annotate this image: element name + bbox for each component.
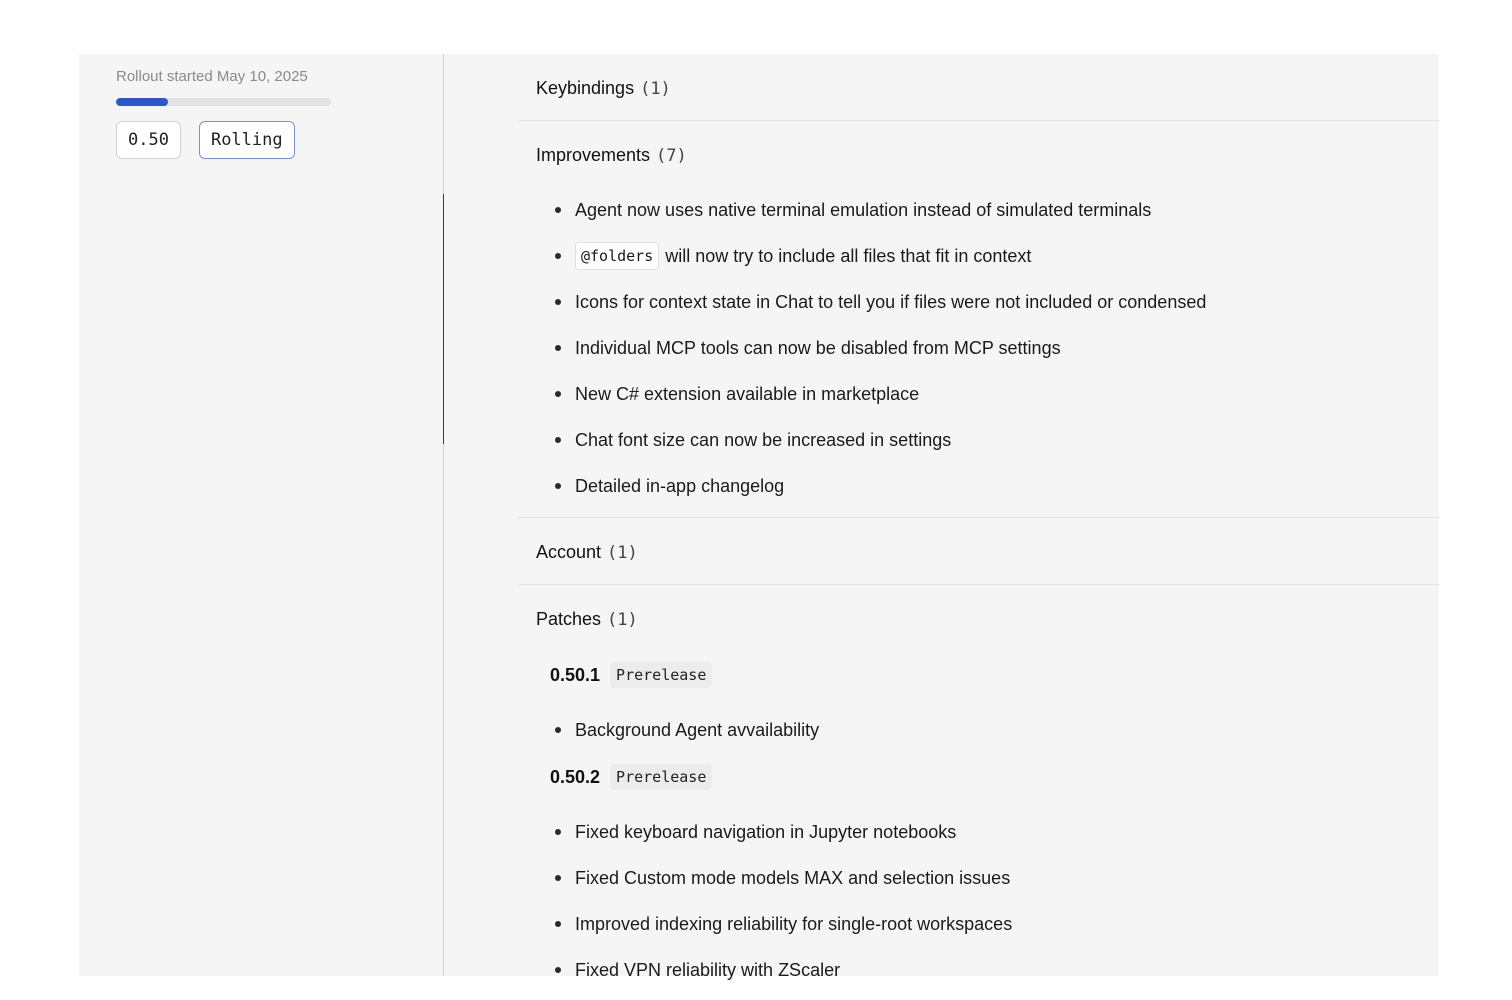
list-item: Icons for context state in Chat to tell you if files were not included or condensed [536,279,1439,325]
list-item: Agent now uses native terminal emulation instead of simulated terminals [536,187,1439,233]
section-improvements [518,121,1439,518]
rolling-status-badge[interactable]: Rolling [199,121,295,159]
list-item: Fixed keyboard navigation in Jupyter notebooks [536,809,1439,855]
section-keybindings [518,54,1439,121]
patch-version: 0.50.1 [550,664,601,685]
patch-0501-list [536,699,1439,753]
list-item: Improved indexing reliability for single-root workspaces [536,901,1439,947]
list-item: @folders will now try to include all files that fit in context [536,233,1439,279]
section-title: Improvements [536,145,651,165]
section-title: Keybindings [536,78,635,98]
list-item: Chat font size can now be increased in settings [536,417,1439,463]
changelog-content [518,54,1439,980]
section-header-patches[interactable] [536,585,1439,651]
rollout-progress-bar [116,98,331,106]
section-title: Patches [536,609,602,629]
patch-0501-header [536,651,1439,699]
list-item: Fixed VPN reliability with ZScaler [536,947,1439,993]
section-count: (1) [607,543,638,563]
section-title: Account [536,542,602,562]
rollout-progress-fill [116,98,168,106]
changelog-panel [79,54,1439,980]
prerelease-badge: Prerelease [610,764,712,790]
section-header-account[interactable] [536,518,1439,584]
section-count: (1) [640,79,671,99]
improvements-list [536,187,1439,517]
sidebar-divider [443,194,444,444]
version-badges [116,121,295,159]
section-count: (1) [607,610,638,630]
list-item: Individual MCP tools can now be disabled from MCP settings [536,325,1439,371]
patch-0502-header [536,753,1439,801]
rollout-date: Rollout started May 10, 2025 [116,68,308,85]
release-sidebar [79,54,444,976]
list-item: Detailed in-app changelog [536,463,1439,509]
version-badge[interactable]: 0.50 [116,121,181,159]
list-item: Background Agent avvailability [536,707,1439,753]
list-item: Fixed Custom mode models MAX and selection issues [536,855,1439,901]
section-patches [518,585,1439,993]
section-header-keybindings[interactable] [536,54,1439,120]
prerelease-badge: Prerelease [610,662,712,688]
section-account [518,518,1439,585]
inline-code: @folders [575,242,659,270]
section-count: (7) [656,146,687,166]
section-header-improvements[interactable] [536,121,1439,187]
list-item: New C# extension available in marketplace [536,371,1439,417]
patch-0502-list [536,801,1439,993]
patch-version: 0.50.2 [550,766,601,787]
